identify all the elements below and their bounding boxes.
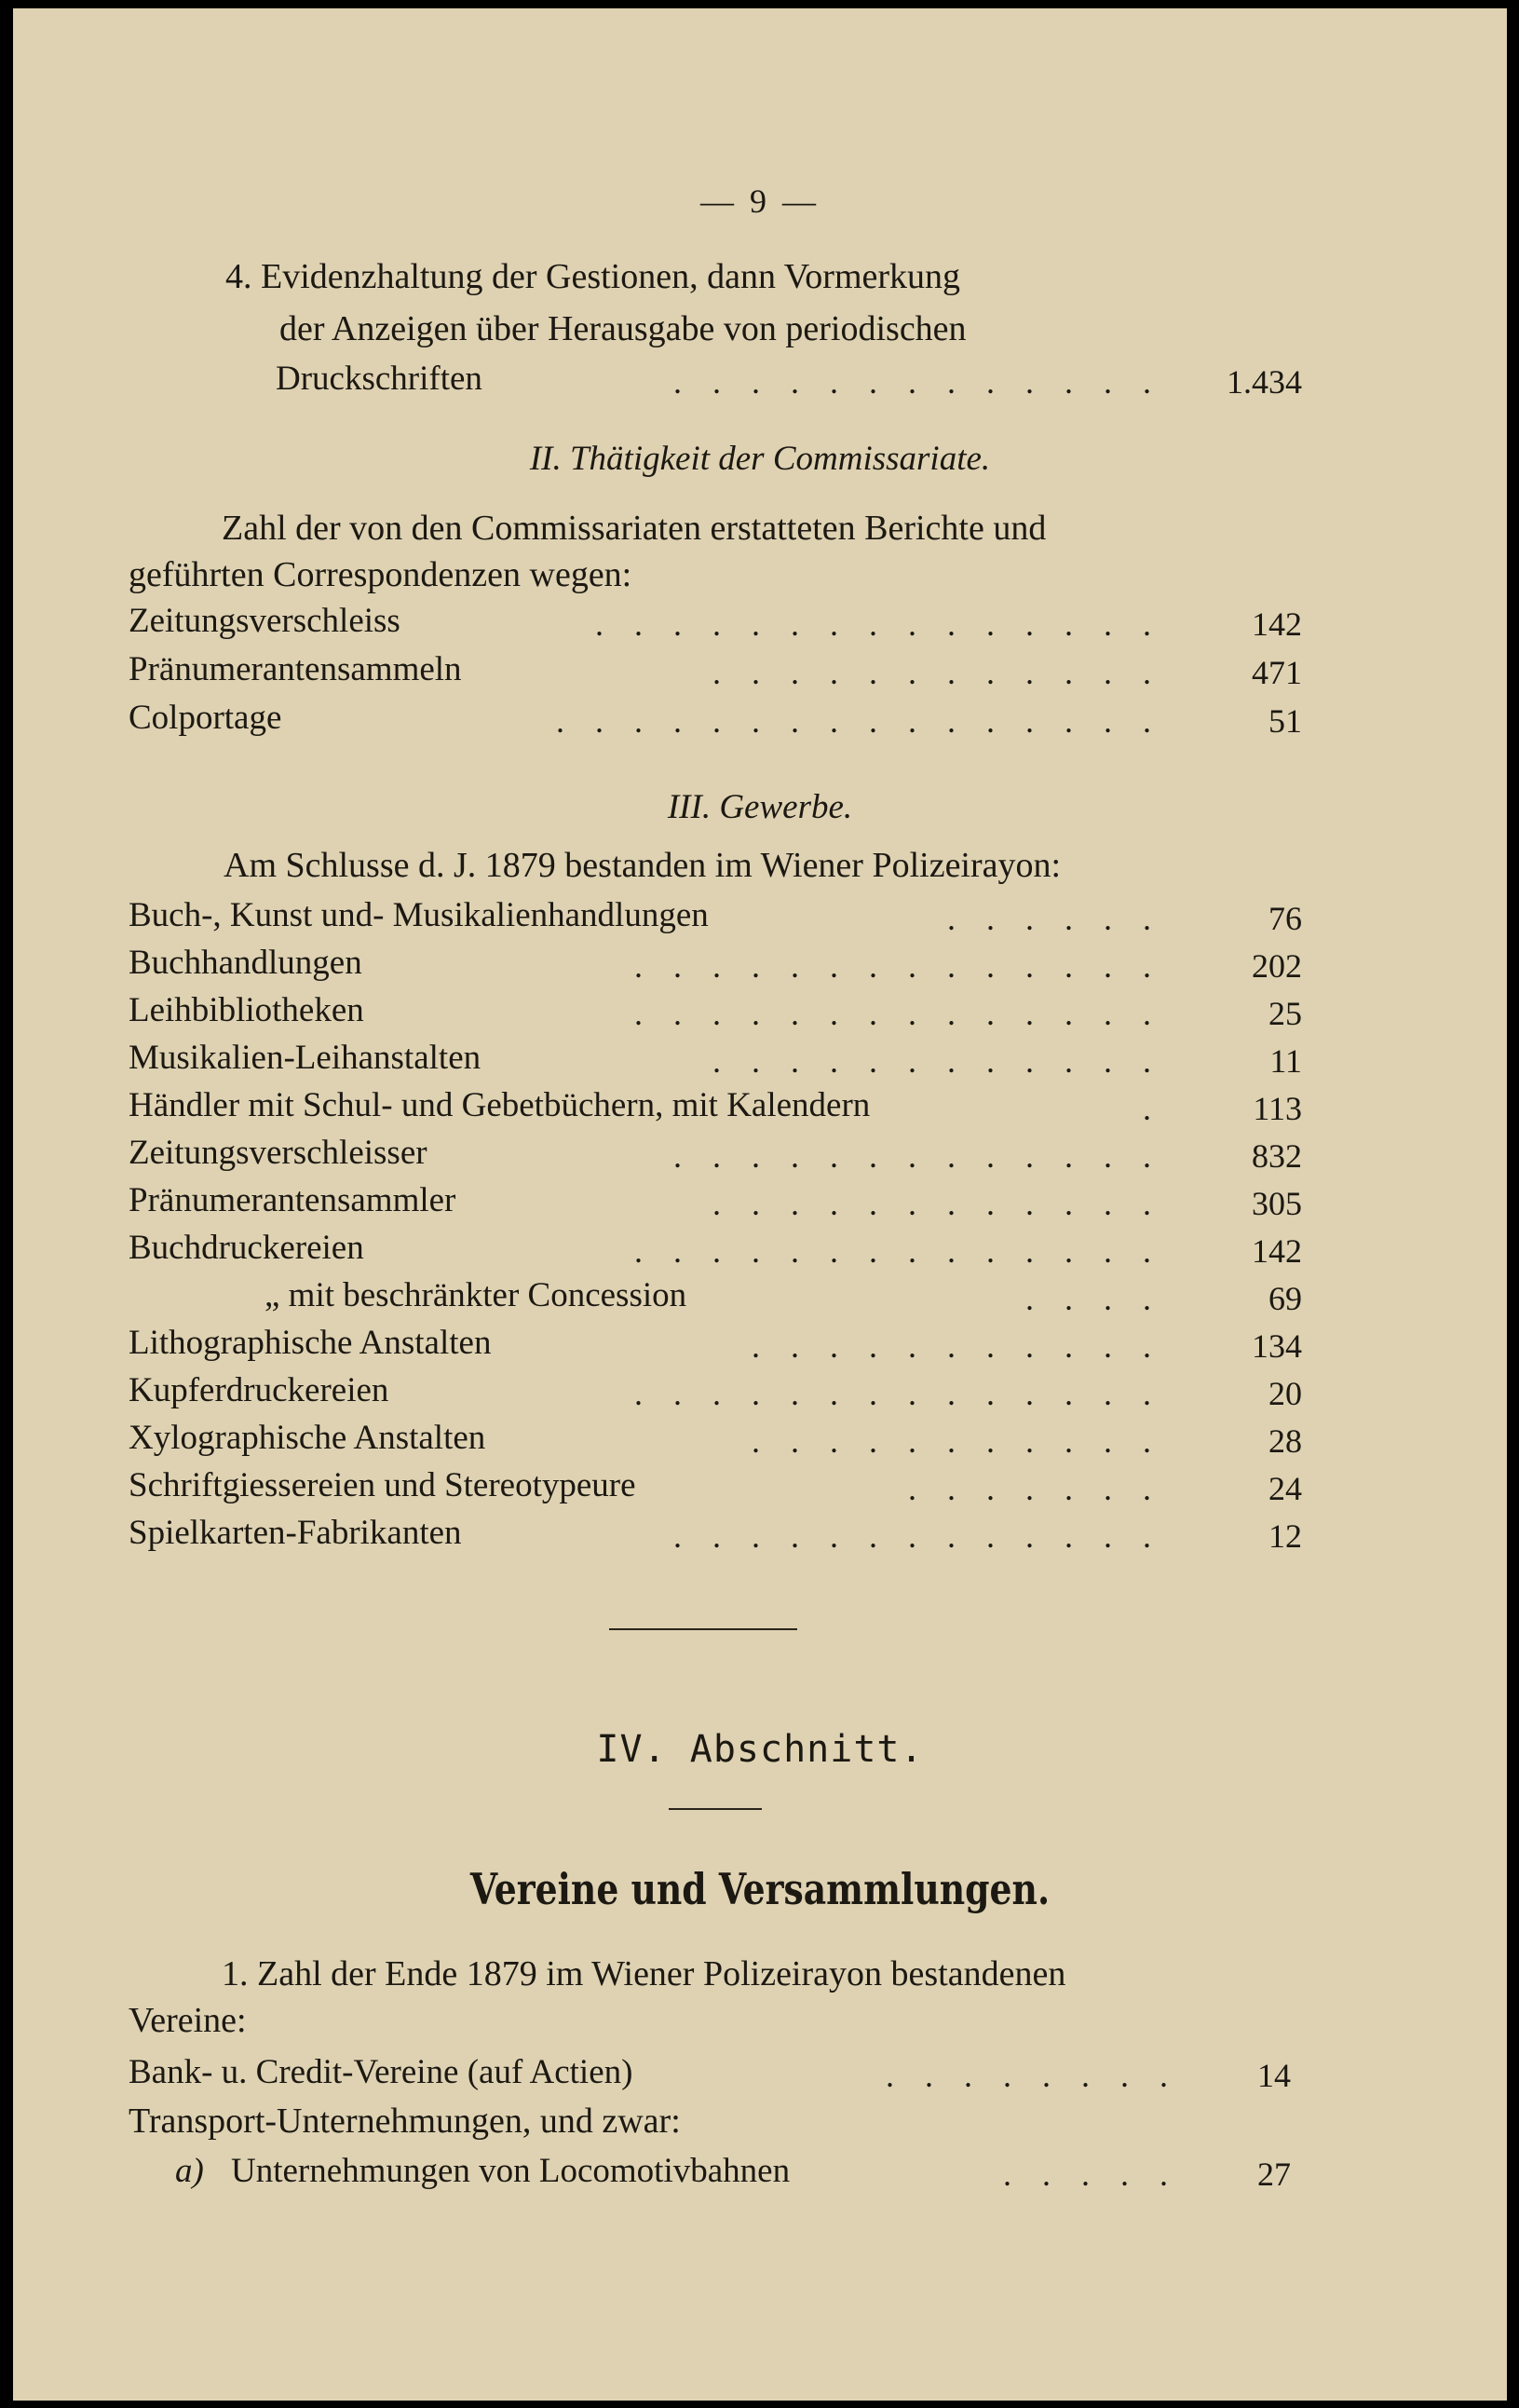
row-value: 51 bbox=[1268, 702, 1302, 740]
section3-row bbox=[129, 1370, 1302, 1413]
leader-dots: . bbox=[1143, 1090, 1162, 1127]
page-number: — 9 — bbox=[700, 183, 820, 220]
section3-row bbox=[129, 943, 1302, 986]
row-label: Unternehmungen von Locomotivbahnen bbox=[231, 2152, 791, 2190]
row-value: 28 bbox=[1268, 1422, 1302, 1460]
row-value: 202 bbox=[1252, 947, 1302, 985]
row-value: 76 bbox=[1268, 900, 1302, 937]
leader-dots: . . . . . . . . bbox=[886, 2057, 1179, 2094]
leader-dots: . . . . . . . . . . . . . bbox=[673, 1517, 1162, 1555]
section3-row bbox=[129, 1418, 1302, 1461]
row-label: Xylographische Anstalten bbox=[129, 1419, 486, 1457]
row-value: 832 bbox=[1252, 1137, 1302, 1175]
row-value: 12 bbox=[1268, 1517, 1302, 1555]
section3-row bbox=[129, 1513, 1302, 1556]
row-label: Buch-, Kunst und- Musikalienhandlungen bbox=[129, 896, 709, 934]
row-label: Händler mit Schul- und Gebetbüchern, mit Kalendern bbox=[129, 1086, 871, 1124]
row-label: Druckschriften bbox=[276, 360, 482, 398]
section4-title: Vereine und Versammlungen. bbox=[469, 1864, 1051, 1914]
leader-dots: . . . . . . . . . . . . . . bbox=[634, 995, 1162, 1032]
leader-dots: . . . . . . . . . . . bbox=[752, 1327, 1162, 1365]
section3-row bbox=[129, 1180, 1302, 1223]
row-label: Colportage bbox=[129, 699, 282, 737]
row-label: Buchdruckereien bbox=[129, 1229, 364, 1267]
section3-row bbox=[129, 1038, 1302, 1081]
section2-intro2: geführten Correspondenzen wegen: bbox=[129, 555, 632, 594]
leader-dots: . . . . . . . . . . . . . bbox=[673, 363, 1162, 401]
row-label: Kupferdruckereien bbox=[129, 1371, 389, 1409]
leader-dots: . . . . . . . . . . . . . bbox=[673, 1137, 1162, 1175]
item4-line2: der Anzeigen über Herausgabe von periodischen bbox=[279, 309, 967, 348]
section4-intro2: Vereine: bbox=[129, 2001, 247, 2040]
row-value: 14 bbox=[1257, 2057, 1291, 2094]
sub-marker: a) bbox=[175, 2152, 204, 2190]
row-label: Spielkarten-Fabrikanten bbox=[129, 1514, 462, 1552]
row-value: 113 bbox=[1253, 1090, 1302, 1127]
row-label: Musikalien-Leihanstalten bbox=[129, 1039, 481, 1077]
section4-intro1: 1. Zahl der Ende 1879 im Wiener Polizeirayon bestandenen bbox=[222, 1954, 1066, 1993]
row-value: 24 bbox=[1268, 1470, 1302, 1507]
section3-row bbox=[129, 1275, 1302, 1318]
row-label: Buchhandlungen bbox=[129, 944, 362, 982]
row-label: Lithographische Anstalten bbox=[129, 1324, 492, 1362]
section2-heading: II. Thätigkeit der Commissariate. bbox=[529, 440, 991, 478]
row-value: 69 bbox=[1268, 1280, 1302, 1317]
leader-dots: . . . . . . . . . . . . . . bbox=[634, 1375, 1162, 1412]
row-value: 305 bbox=[1252, 1185, 1302, 1222]
row-label: Bank- u. Credit-Vereine (auf Actien) bbox=[129, 2053, 633, 2091]
leader-dots: . . . . . . . . . . . . bbox=[712, 654, 1162, 691]
row-value: 1.434 bbox=[1227, 363, 1302, 401]
item4-row bbox=[276, 359, 1302, 401]
section3-heading: III. Gewerbe. bbox=[667, 788, 853, 826]
section3-intro: Am Schlusse d. J. 1879 bestanden im Wiener Polizeirayon: bbox=[224, 846, 1062, 885]
section2-intro1: Zahl der von den Commissariaten erstatteten Berichte und bbox=[222, 509, 1047, 548]
leader-dots: . . . . . . . . . . . . . . . bbox=[595, 605, 1162, 643]
row-value: 134 bbox=[1252, 1327, 1302, 1365]
leader-dots: . . . . . . . . . . . . . . . . bbox=[556, 702, 1162, 740]
leader-dots: . . . . . . . . . . . . bbox=[712, 1042, 1162, 1080]
leader-dots: . . . . . . bbox=[947, 900, 1162, 937]
row-label: Pränumerantensammeln bbox=[129, 650, 462, 688]
row-value: 25 bbox=[1268, 995, 1302, 1032]
section4-row bbox=[129, 2052, 1291, 2095]
leader-dots: . . . . . . . . . . . bbox=[752, 1422, 1162, 1460]
section4-heading: IV. Abschnitt. bbox=[596, 1728, 924, 1771]
leader-dots: . . . . . . . . . . . . . . bbox=[634, 1232, 1162, 1270]
section3-row bbox=[129, 1465, 1302, 1508]
transport-line: Transport-Unternehmungen, und zwar: bbox=[129, 2102, 681, 2141]
row-label: „ mit beschränkter Concession bbox=[264, 1276, 687, 1314]
row-label: Zeitungsverschleisser bbox=[129, 1134, 427, 1172]
row-label: Zeitungsverschleiss bbox=[129, 602, 400, 640]
row-value: 142 bbox=[1252, 1232, 1302, 1270]
section3-row bbox=[129, 895, 1302, 938]
row-label: Pränumerantensammler bbox=[129, 1181, 456, 1219]
item4-line1: 4. Evidenzhaltung der Gestionen, dann Vormerkung bbox=[225, 257, 961, 296]
section3-row bbox=[129, 1228, 1302, 1271]
section4-subrow bbox=[129, 2151, 1291, 2194]
leader-dots: . . . . . . . . . . . . . . bbox=[634, 947, 1162, 985]
scanned-page bbox=[13, 8, 1507, 2401]
section2-row bbox=[129, 649, 1302, 692]
section3-row bbox=[129, 990, 1302, 1033]
leader-dots: . . . . . . . bbox=[908, 1470, 1162, 1507]
section2-row bbox=[129, 601, 1302, 644]
row-value: 11 bbox=[1269, 1042, 1302, 1080]
row-label: Schriftgiessereien und Stereotypeure bbox=[129, 1466, 636, 1504]
section2-row bbox=[129, 698, 1302, 741]
row-value: 27 bbox=[1257, 2156, 1291, 2193]
heading-rule bbox=[669, 1808, 762, 1810]
row-value: 20 bbox=[1268, 1375, 1302, 1412]
leader-dots: . . . . bbox=[1025, 1280, 1162, 1317]
section3-row bbox=[129, 1133, 1302, 1176]
section3-row bbox=[129, 1085, 1302, 1128]
row-value: 471 bbox=[1252, 654, 1302, 691]
leader-dots: . . . . . . . . . . . . bbox=[712, 1185, 1162, 1222]
row-label: Leihbibliotheken bbox=[129, 991, 364, 1029]
row-value: 142 bbox=[1252, 605, 1302, 643]
section3-row bbox=[129, 1323, 1302, 1366]
leader-dots: . . . . . bbox=[1003, 2156, 1179, 2193]
section-divider bbox=[609, 1628, 797, 1630]
